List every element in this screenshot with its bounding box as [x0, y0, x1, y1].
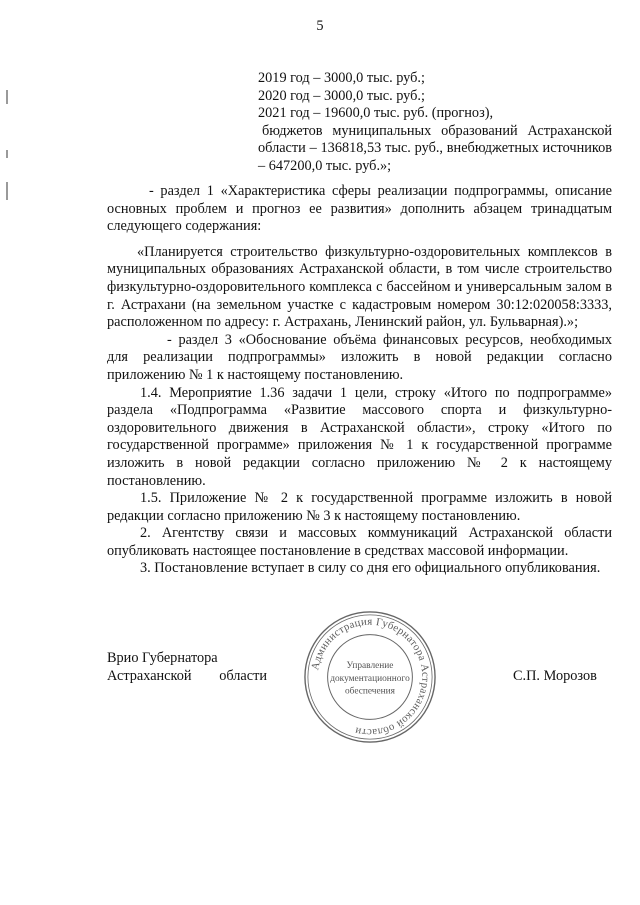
scan-margin-mark — [6, 150, 8, 158]
scan-margin-mark — [6, 182, 8, 200]
paragraph-section3: - раздел 3 «Обоснование объёма финансовых ресурсов, необходимых для реализации подпрограммы» изложить в новой редакции согласно приложению № 1 к настоящему постановлению. — [107, 331, 612, 383]
paragraph-section1: - раздел 1 «Характеристика сферы реализации подпрограммы, описание основных проблем и прогноз ее развития» дополнить абзацем тринадцатым следующего содержания: — [107, 183, 612, 235]
scan-margin-mark — [6, 90, 8, 104]
paragraph-quote: «Планируется строительство физкультурно-оздоровительных комплексов в муниципальных образованиях Астраханской области, в том числе строительство физкультурно-оздоровительного комплекса с бассейном и универсальным залом в г. Астрахани (на земельном участке с кадастровым номером 30:12:020058:3333, расположенном по адресу: г. Астрахань, Ленинский район, ул. Бульварная).»; — [107, 243, 612, 331]
financing-line: 2020 год – 3000,0 тыс. руб.; — [258, 87, 425, 104]
seal-center-line: Управление — [346, 661, 394, 672]
signatory-name: С.П. Морозов — [513, 668, 597, 684]
seal-center-line: документационного — [330, 673, 410, 684]
official-seal-icon — [301, 608, 439, 746]
financing-line: 2019 год – 3000,0 тыс. руб.; — [258, 70, 425, 86]
financing-block — [258, 70, 612, 176]
signature-title — [107, 650, 267, 685]
financing-tail: бюджетов муниципальных образований Астраханской области – 136818,53 тыс. руб., внебюджетных источников – 647200,0 тыс. руб.»; — [258, 122, 612, 174]
seal-center-line: обеспечения — [345, 686, 395, 697]
signature-title-word: области — [219, 667, 267, 684]
signature-title-word: Астраханской — [107, 667, 192, 684]
paragraph-3: 3. Постановление вступает в силу со дня его официального опубликования. — [140, 560, 601, 577]
paragraph-2: 2. Агентству связи и массовых коммуникаций Астраханской области опубликовать настоящее постановление в средствах массовой информации. — [107, 525, 612, 559]
signature-title-line: Врио Губернатора — [107, 650, 218, 666]
paragraph-1-5: 1.5. Приложение № 2 к государственной программе изложить в новой редакции согласно приложению № 3 к настоящему постановлению. — [107, 490, 612, 524]
seal-ring-text: Администрация Губернатора Астраханской области — [309, 615, 432, 739]
document-body — [107, 183, 612, 578]
page-number: 5 — [316, 18, 324, 34]
paragraph-1-4: 1.4. Мероприятие 1.36 задачи 1 цели, строку «Итого по подпрограмме» раздела «Подпрограмма «Развитие массового спорта и физкультурно-оздоровительного движения в Астраханской области», строку «Итого по государственной программе» приложения № 1 к государственной программе изложить в новой редакции согласно приложению № 2 к настоящему постановлению. — [107, 384, 612, 489]
financing-line: 2021 год – 19600,0 тыс. руб. (прогноз), — [258, 105, 494, 122]
